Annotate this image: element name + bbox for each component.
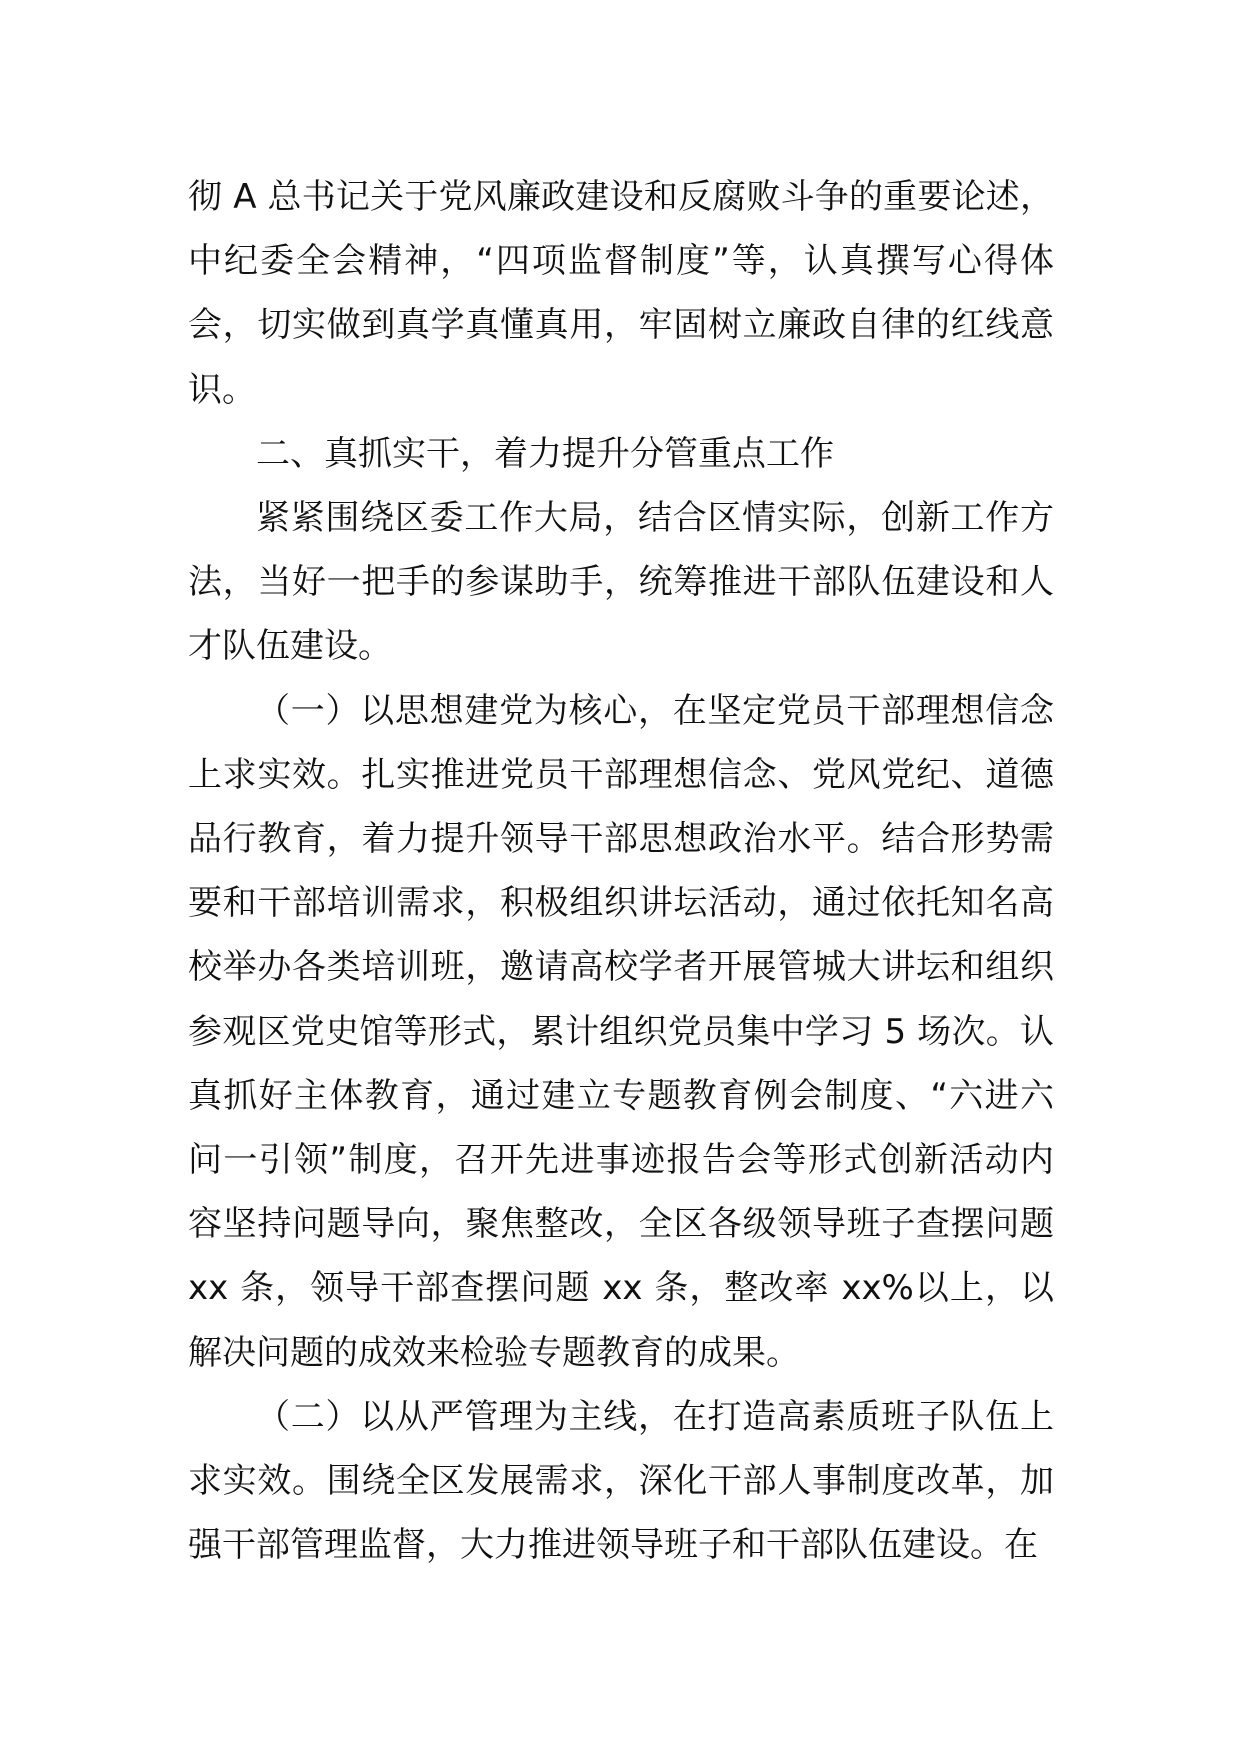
section-heading: 二、真抓实干，着力提升分管重点工作: [256, 433, 834, 474]
paragraph-intro: 紧紧围绕区委工作大局，结合区情实际，创新工作方法，当好一把手的参谋助手，统筹推进干部队伍建设和人才队伍建设。: [188, 498, 1054, 667]
paragraph-continuation: 彻 A 总书记关于党风廉政建设和反腐败斗争的重要论述，中纪委全会精神，“四项监督制度”等，认真撰写心得体会，切实做到真学真懂真用，牢固树立廉政自律的红线意识。: [188, 177, 1054, 410]
document-body: [188, 165, 1054, 1577]
paragraph-item-two: （二）以从严管理为主线，在打造高素质班子队伍上求实效。围绕全区发展需求，深化干部人事制度改革，加强干部管理监督，大力推进领导班子和干部队伍建设。在: [188, 1396, 1054, 1566]
paragraph-item-one: （一）以思想建党为核心，在坚定党员干部理想信念上求实效。扎实推进党员干部理想信念、党风党纪、道德品行教育，着力提升领导干部思想政治水平。结合形势需要和干部培训需求，积极组织讲坛活动，通过依托知名高校举办各类培训班，邀请高校学者开展管城大讲坛和组织参观区党史馆等形式，累计组织党员集中学习 5 场次。认真抓好主体教育，通过建立专题教育例会制度、“六进六问一引领”制度，召开先进事迹报告会等形式创新活动内容坚持问题导向，聚焦整改，全区各级领导班子查摆问题 xx 条，领导干部查摆问题 xx 条，整改率 xx%以上，以解决问题的成效来检验专题教育的成果。: [188, 690, 1054, 1373]
